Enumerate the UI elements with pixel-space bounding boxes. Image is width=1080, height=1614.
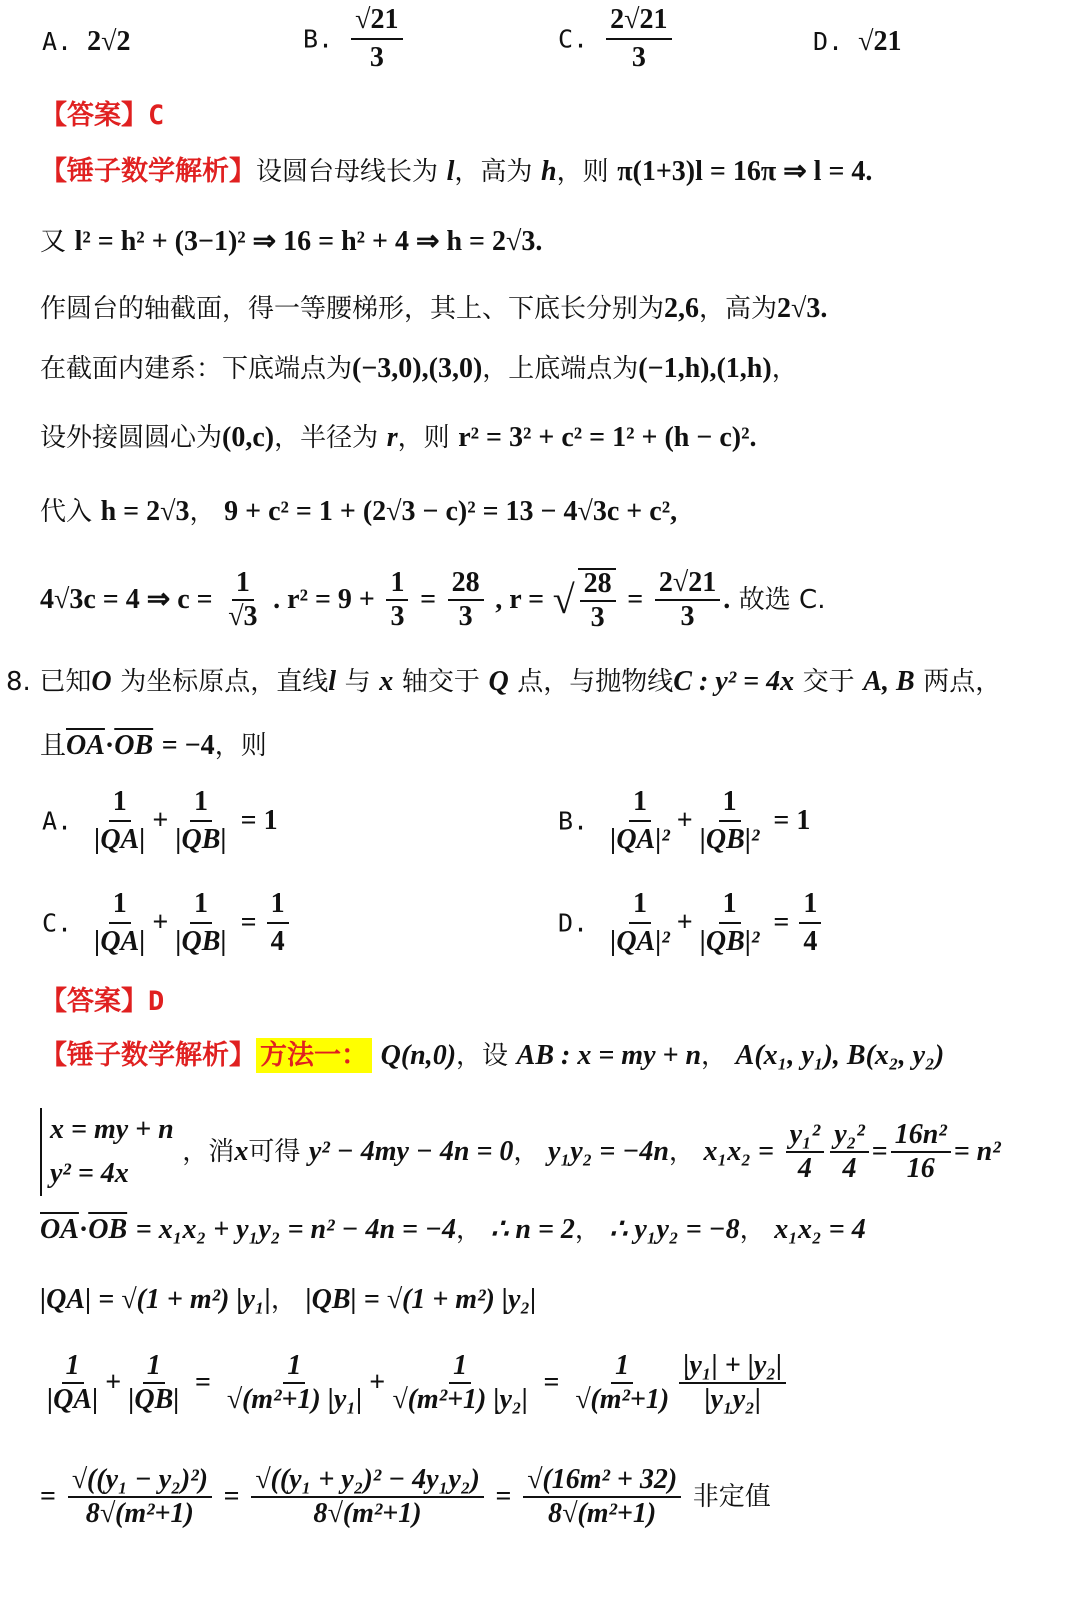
math: A(x₁, y₁), B(x₂, y₂) [735,1040,945,1071]
fraction-num: 1 [190,786,212,822]
fraction [523,1466,681,1528]
fraction-num: 1 [283,1352,305,1384]
plus: + [152,805,169,836]
fraction-num: 1 [62,1352,84,1384]
fraction [799,888,821,958]
math: (−1,h),(1,h) [638,353,772,384]
fraction [224,569,261,631]
text: ，高为 [454,157,533,187]
fraction-num: 2√21 [606,4,671,40]
answer-value: C [148,100,165,131]
text: 点，与抛物线 [517,667,674,697]
fraction-num: y₂² [830,1121,869,1153]
q7-analysis-line-3 [40,295,827,323]
fraction-den: 4 [270,926,285,957]
math: = [420,584,437,615]
fraction-den: 16 [906,1153,935,1184]
fraction-den: 8√(m²+1) [313,1498,422,1529]
q8-question-line-1 [6,668,1001,696]
math: x [234,1136,249,1167]
answer-tag: 【答案】 [40,986,148,1017]
plus: + [152,907,169,938]
fraction-num: 2√21 [655,569,720,601]
fraction-num: 1 [267,888,289,924]
fraction-num: 28 [580,570,616,602]
fraction [90,786,149,856]
fraction-num: 1 [719,888,741,924]
fraction-num: 1 [719,786,741,822]
text: 两点， [923,667,1002,697]
math: = [195,1367,211,1398]
option-label: C. [42,908,73,938]
math: 9 + c² = 1 + (2√3 − c)² = 13 − 4√3c + c², [224,496,678,527]
vector: $\overline{OB}$ [114,730,154,761]
q7-answer [40,102,164,129]
q8-question-line-2 [40,732,267,760]
equation: x = my + n [50,1114,174,1145]
math: h [541,156,557,187]
text: 又 [40,227,67,257]
fraction [578,568,616,632]
math: π(1+3)l = 16π ⇒ l = 4. [617,156,873,187]
option-label: B. [303,24,334,54]
fraction-num: 28 [448,569,484,601]
fraction [90,888,149,958]
vector: $\overline{OA}$ [40,1214,79,1245]
fraction-den: √(m²+1) |y₁| [226,1384,363,1415]
fraction [43,1352,102,1414]
fraction-den: 4 [797,1153,812,1184]
q8-analysis-line-4 [40,1286,536,1314]
q8-analysis-line-3 [40,1216,866,1244]
q8-analysis-line-1 [40,1042,944,1070]
equation-system [40,1108,174,1196]
fraction-den: 3 [631,42,646,73]
math: + [105,1367,122,1398]
math: = −4 [161,730,215,761]
fraction-num: 16n² [891,1121,951,1153]
math: = [871,1136,888,1167]
fraction-den: |QB| [175,824,227,855]
fraction [571,1352,673,1414]
option-fraction [351,4,402,74]
math: h = 2√3 [100,496,190,527]
math: 4√3c = 4 ⇒ c = [40,584,213,615]
q8-option-d [558,888,824,958]
fraction-num: 1 [629,786,651,822]
text: ，设 [456,1041,509,1071]
fraction-den: 3 [390,601,405,632]
math: y₁y₂ = −4n [548,1136,669,1167]
q8-option-a [42,786,278,856]
math: . [820,293,828,324]
text: 在截面内建系：下底端点为 [40,354,353,384]
text: 非定值 [692,1482,771,1512]
fraction-num: 1 [143,1352,165,1384]
fraction [655,569,720,631]
fraction [388,1352,532,1414]
q7-option-a [42,26,131,58]
answer-value: D [148,986,165,1017]
fraction-den: |QA|² [610,926,670,957]
text: 作圆台的轴截面，得一等腰梯形，其上、下底长分别为 [40,294,665,324]
fraction-num: 1 [386,569,408,601]
analysis-tag: 【锤子数学解析】 [40,156,256,187]
q8-analysis-line-5 [40,1352,789,1414]
option-label: A. [42,27,73,56]
fraction-num: √((y₁ + y₂)² − 4y₁y₂) [251,1466,484,1498]
plus: + [676,907,693,938]
fraction-den: |QA| [47,1384,99,1415]
text: ，则 [214,731,267,761]
option-expr: 2√2 [87,26,131,57]
fraction [891,1121,951,1183]
q8-analysis-line-6 [40,1466,771,1528]
text: 可得 [248,1137,301,1167]
fraction-num: 1 [109,786,131,822]
text: 代入 [40,497,93,527]
option-fraction [606,4,671,74]
math: + [369,1367,386,1398]
text: ， [701,1041,728,1071]
equals: = [233,907,264,938]
fraction [679,1352,786,1414]
question-number: 8. [6,667,31,697]
analysis-tag: 【锤子数学解析】 [40,1040,256,1071]
fraction-den: √(m²+1) |y₂| [392,1384,528,1415]
math: , r = [495,584,545,615]
fraction-den: |QB|² [699,824,760,855]
text: ，消 [182,1137,235,1167]
q7-analysis-line-7 [40,568,825,632]
q7-analysis-line-2 [40,228,542,256]
q8-answer [40,988,164,1015]
math: O [91,666,112,697]
math: (−3,0),(3,0) [352,353,483,384]
text: 且 [40,731,67,761]
fraction-den: 3 [590,602,605,633]
fraction-den: |y₁y₂| [704,1384,762,1415]
fraction-num: 1 [109,888,131,924]
fraction-num: y₁² [786,1121,825,1153]
equation: y² = 4x [50,1158,129,1189]
equals: = [233,805,264,836]
method-highlight: 方法一： [256,1038,372,1073]
text: ，上底端点为 [482,354,639,384]
q7-analysis-line-4 [40,355,798,383]
equals: = [766,805,797,836]
math: x [379,666,394,697]
fraction-den: 8√(m²+1) [548,1498,657,1529]
option-label: B. [558,806,589,836]
text: ， [513,1137,540,1167]
math: y² − 4my − 4n = 0 [308,1136,514,1167]
math: = x₁x₂ + y₁y₂ = n² − 4n = −4 [135,1214,456,1245]
text: ， [189,497,216,527]
math: = n² [953,1136,1001,1167]
fraction-den: |QB|² [699,926,760,957]
math: AB : x = my + n [516,1040,702,1071]
fraction [606,786,674,856]
math: . r² = 9 + [273,584,375,615]
fraction [696,888,764,958]
option-label: C. [558,24,589,54]
fraction [786,1121,825,1183]
plus: + [676,805,693,836]
fraction-den: 3 [458,601,473,632]
q7-analysis-line-6 [40,498,677,526]
fraction-den: 3 [680,601,695,632]
fraction-den: |QB| [128,1384,180,1415]
fraction [171,888,230,958]
text: ， [270,1285,297,1315]
fraction-den: 4 [803,926,818,957]
text: ， [574,1215,601,1245]
text: 为坐标原点，直线 [120,667,329,697]
math: ∴ y₁y₂ = −8 [609,1214,740,1245]
fraction-num: 1 [629,888,651,924]
answer-tag: 【答案】 [40,100,148,131]
math: |QB| = √(1 + m²) |y₂| [305,1284,537,1315]
fraction-den: √3 [228,601,258,632]
text: 交于 [802,667,855,697]
q7-option-c [558,4,675,74]
text: 故选 C. [738,585,826,615]
math: x₁x₂ = [703,1136,774,1167]
q8-option-c [42,888,292,958]
fraction-num: 1 [190,888,212,924]
math: = [627,584,644,615]
math: Q [488,666,509,697]
fraction-num: 1 [449,1352,471,1384]
fraction [68,1466,212,1528]
fraction-num: 1 [799,888,821,924]
text: ，高为 [699,294,778,324]
math: r [386,422,398,453]
math: = [495,1481,512,1512]
text: ，则 [397,423,450,453]
option-label: A. [42,806,73,836]
math: · [104,730,115,761]
fraction [386,569,408,631]
text: ，半径为 [274,423,379,453]
math: 2,6 [664,293,700,324]
text: ， [455,1215,482,1245]
q7-option-b [303,4,406,74]
option-label: D. [813,27,844,56]
option-expr: √21 [858,26,902,57]
fraction [606,888,674,958]
text: 已知 [39,667,92,697]
fraction-num: |y₁| + |y₂| [679,1352,786,1384]
fraction-den: |QB| [175,926,227,957]
fraction-num: √((y₁ − y₂)²) [68,1466,212,1498]
math: Q(n,0) [380,1040,457,1071]
fraction [223,1352,367,1414]
math: A, B [863,666,915,697]
math: |QA| = √(1 + m²) |y₁| [40,1284,271,1315]
fraction-den: |QA| [94,926,146,957]
q7-option-d [813,26,902,58]
text: 设外接圆圆心为 [40,423,223,453]
math: l [446,156,455,187]
q8-analysis-system [40,1108,1001,1196]
text: 轴交于 [401,667,480,697]
math: l² = h² + (3−1)² ⇒ 16 = h² + 4 ⇒ h = 2√3. [74,226,543,257]
fraction-den: 4 [842,1153,857,1184]
option-label: D. [558,908,589,938]
rhs: 1 [263,805,278,836]
math: = [223,1481,240,1512]
fraction-den: |QA|² [610,824,670,855]
math: 2√3 [777,293,821,324]
fraction-num: √21 [351,4,402,40]
fraction [124,1352,183,1414]
fraction-den: 3 [369,42,384,73]
fraction-den: 8√(m²+1) [85,1498,194,1529]
math: = [543,1367,560,1398]
math: C : y² = 4x [673,666,795,697]
math: (0,c) [222,422,275,453]
math: = [40,1481,56,1512]
math: . [723,584,731,615]
text: ， [739,1215,766,1245]
fraction [830,1121,869,1183]
fraction-den: √(m²+1) [575,1384,670,1415]
fraction-num: 1 [232,569,254,601]
math: x₁x₂ = 4 [774,1214,866,1245]
vector: $\overline{OB}$ [88,1214,128,1245]
fraction [448,569,484,631]
vector: $\overline{OA}$ [66,730,105,761]
rhs: 1 [796,805,811,836]
fraction-num: 1 [611,1352,633,1384]
text: ， [668,1137,695,1167]
fraction [251,1466,484,1528]
q8-option-b [558,786,810,856]
fraction-den: |QA| [94,824,146,855]
fraction [267,888,289,958]
math: · [78,1214,89,1245]
text: ，则 [556,157,609,187]
equals: = [766,907,797,938]
math: ∴ n = 2 [490,1214,575,1245]
text: 与 [344,667,371,697]
text: 设圆台母线长为 [256,157,439,187]
q7-analysis-line-1 [40,158,872,186]
sqrt-sign: √ [552,577,575,622]
text: ， [771,354,798,384]
fraction-num: √(16m² + 32) [523,1466,681,1498]
fraction [696,786,764,856]
fraction [171,786,230,856]
math: l [328,666,337,697]
math: r² = 3² + c² = 1² + (h − c)². [458,422,757,453]
q7-analysis-line-5 [40,424,756,452]
